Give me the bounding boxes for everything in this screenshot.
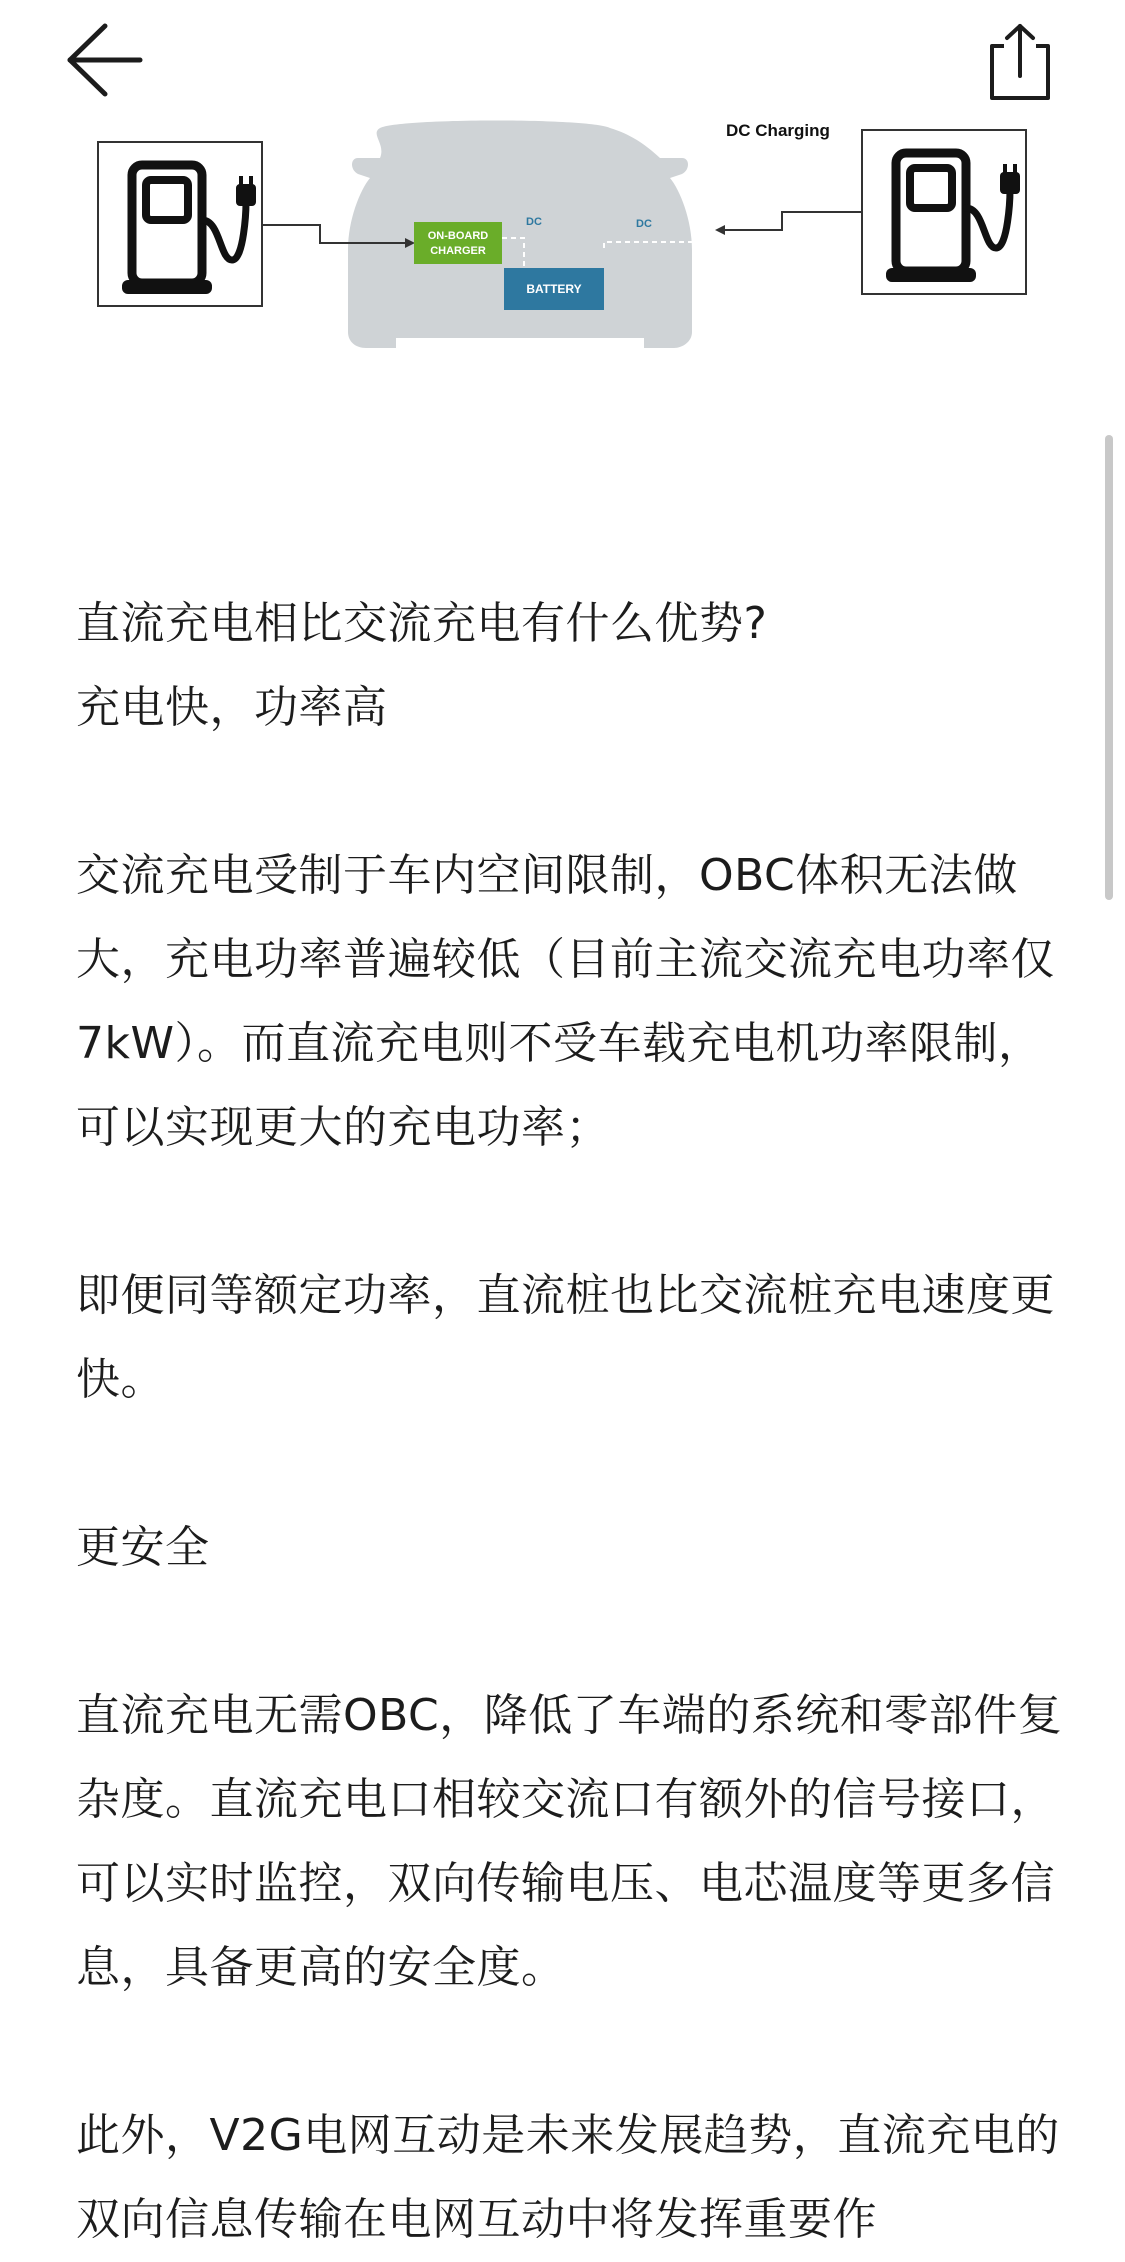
battery-label: BATTERY	[526, 282, 582, 296]
dc-label-left: DC	[526, 216, 542, 228]
paragraph-v2g: 此外，V2G电网互动是未来发展趋势，直流充电的双向信息传输在电网互动中将发挥重要作	[76, 2110, 1060, 2245]
onboard-charger-label-line2: CHARGER	[430, 245, 486, 257]
share-icon	[980, 18, 1060, 108]
paragraph-gap	[76, 750, 1066, 834]
paragraph-gap	[76, 1170, 1066, 1254]
back-button[interactable]	[60, 18, 150, 108]
ac-charger-station-icon	[98, 142, 262, 306]
charging-diagram	[70, 110, 1050, 350]
article-body	[76, 582, 1066, 2262]
paragraph-same-power: 即便同等额定功率，直流桩也比交流桩充电速度更快。	[76, 1270, 1055, 1405]
paragraph-ac-limitation: 交流充电受制于车内空间限制，OBC体积无法做大，充电功率普遍较低（目前主流交流充电功率仅7kW）。而直流充电则不受车载充电机功率限制，可以实现更大的充电功率；	[76, 850, 1055, 1153]
dc-label-right: DC	[636, 218, 652, 230]
paragraph-gap	[76, 1590, 1066, 1674]
question-heading: 直流充电相比交流充电有什么优势?	[76, 598, 768, 649]
onboard-charger-label: ON-BOARD	[427, 230, 489, 242]
car-silhouette	[348, 121, 692, 349]
paragraph-gap	[76, 2010, 1066, 2094]
arrow-left-icon	[60, 18, 150, 108]
scrollbar[interactable]	[1105, 435, 1113, 900]
answer-summary: 充电快，功率高	[76, 682, 388, 733]
share-button[interactable]	[980, 18, 1060, 108]
paragraph-gap	[76, 1422, 1066, 1506]
top-navigation-bar	[0, 0, 1125, 120]
safety-heading: 更安全	[76, 1522, 210, 1573]
dc-charging-label: DC Charging	[726, 121, 830, 140]
dc-charger-station-icon	[862, 130, 1026, 294]
paragraph-safety: 直流充电无需OBC，降低了车端的系统和零部件复杂度。直流充电口相较交流口有额外的信号接口，可以实时监控，双向传输电压、电芯温度等更多信息，具备更高的安全度。	[76, 1690, 1063, 1993]
